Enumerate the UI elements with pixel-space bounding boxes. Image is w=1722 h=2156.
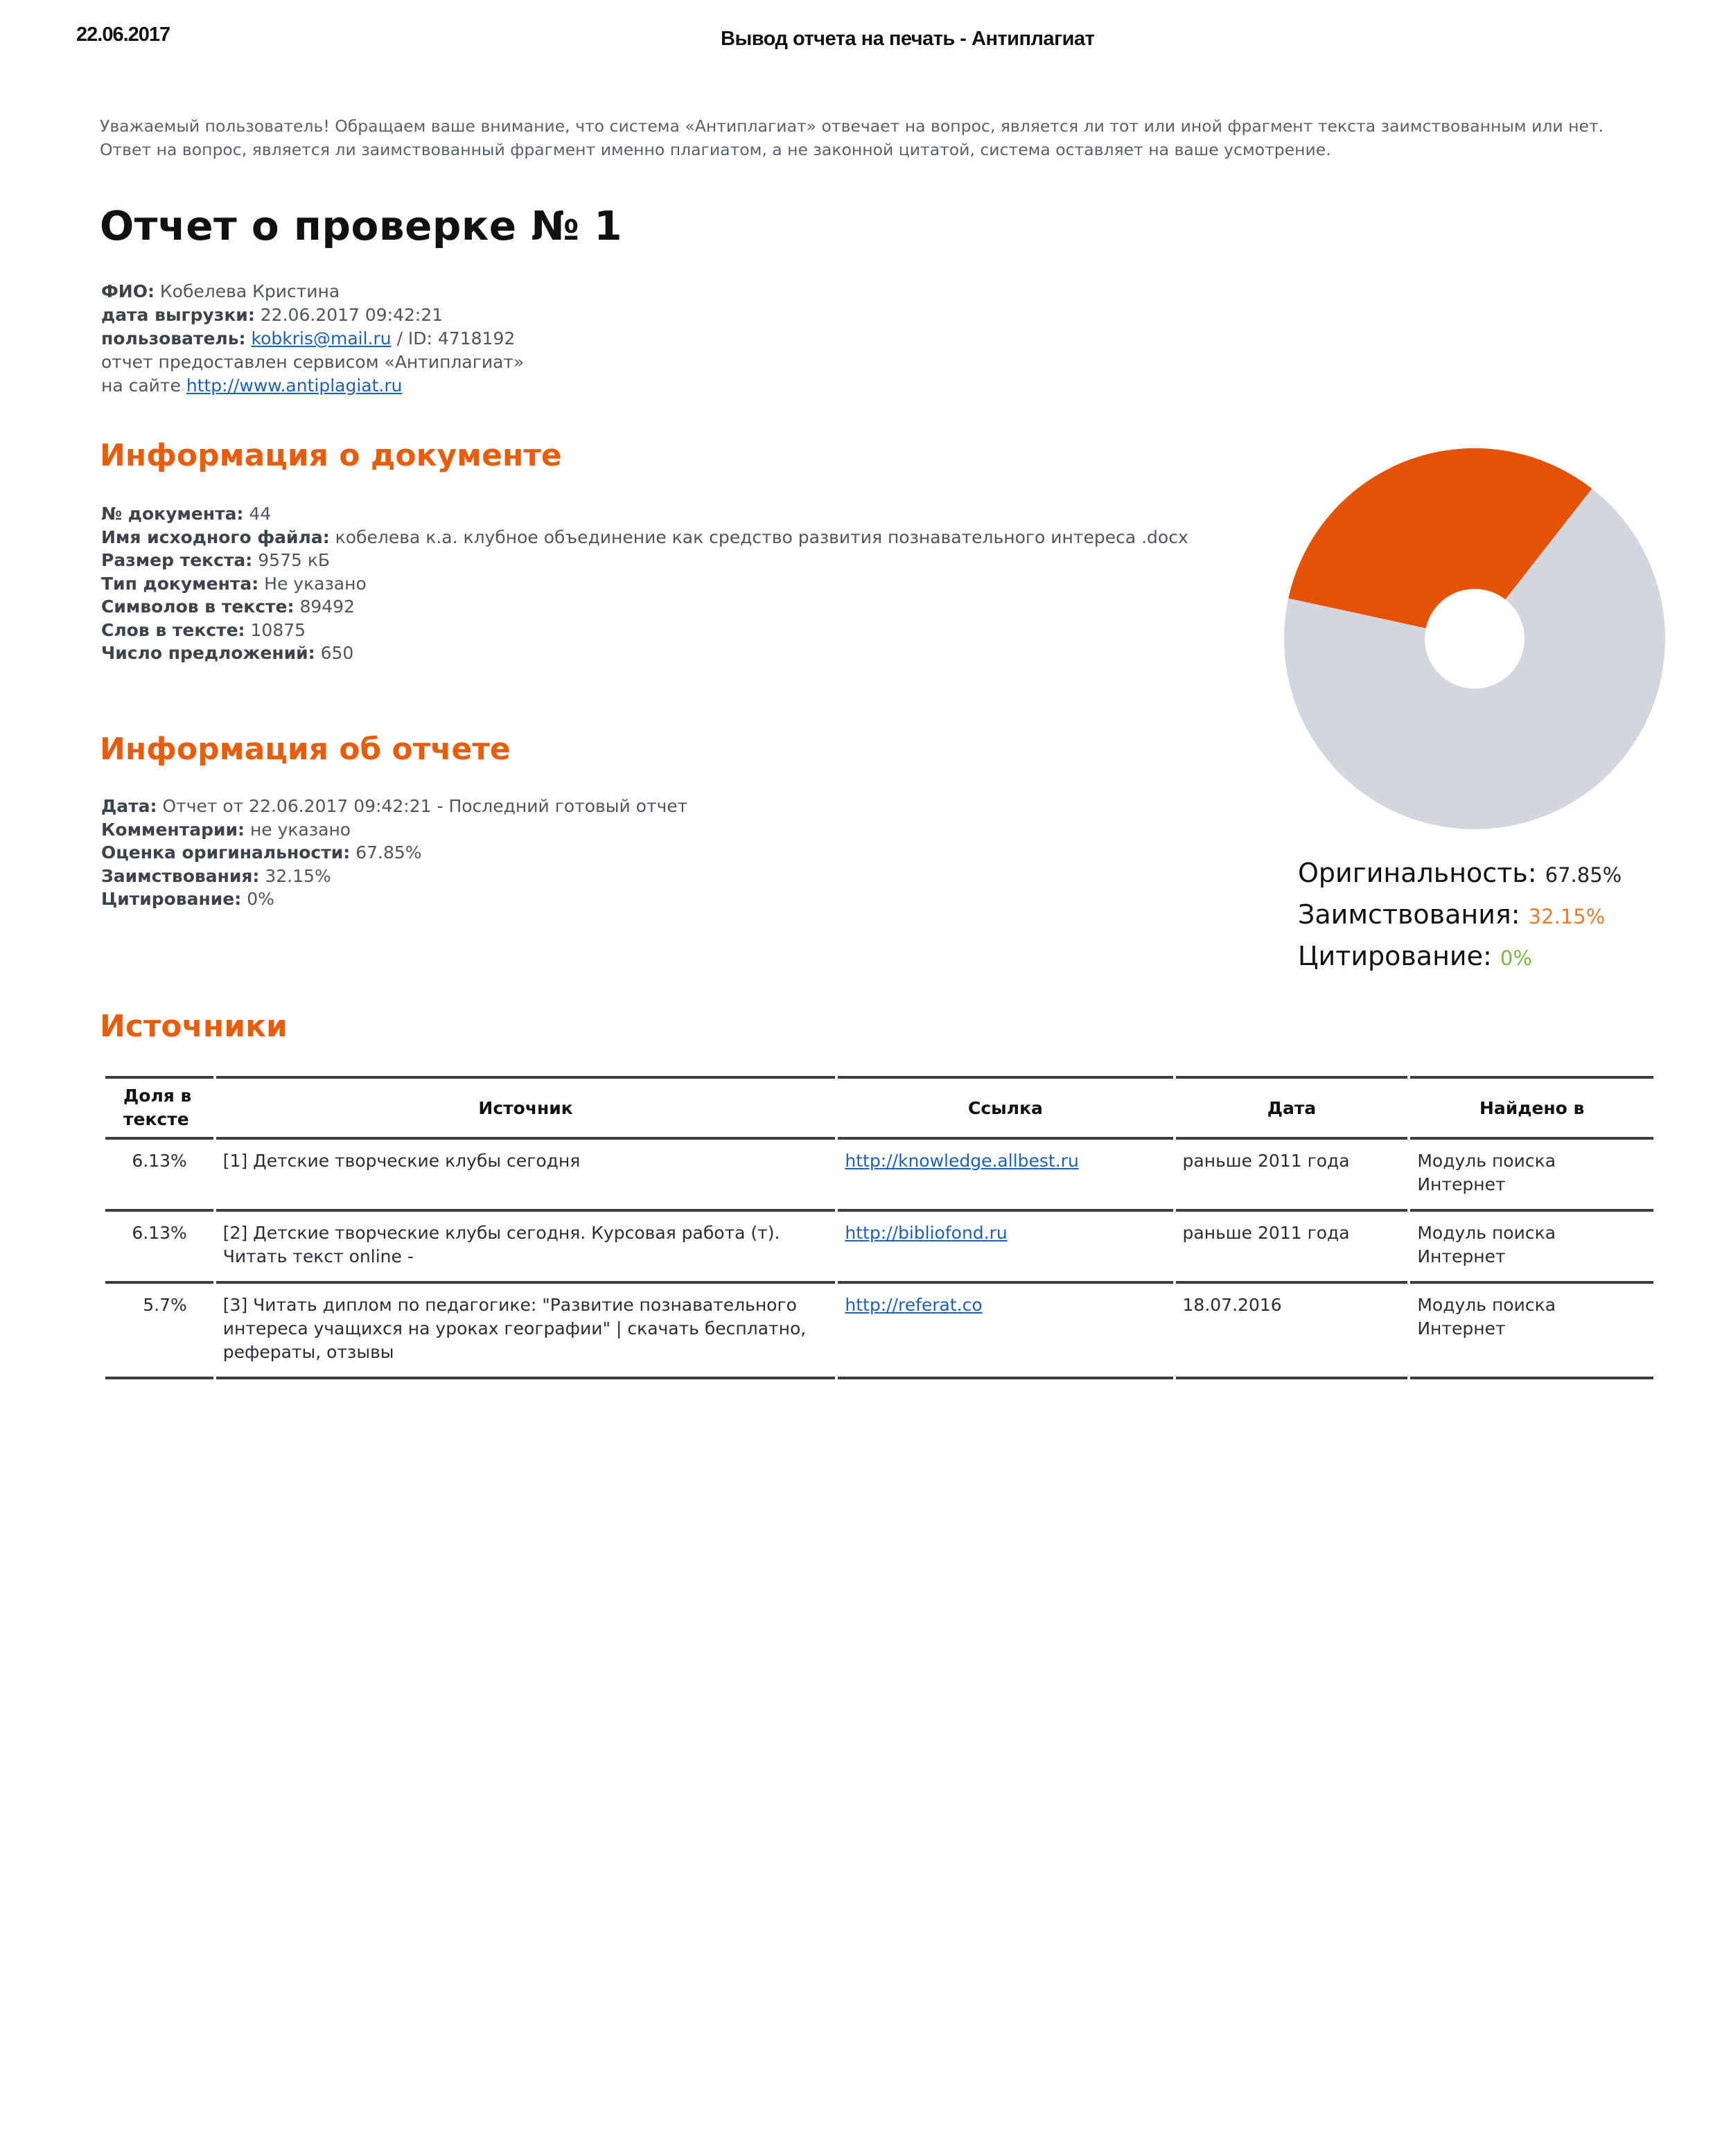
notice-text: Уважаемый пользователь! Обращаем ваше внимание, что система «Антиплагиат» отвечает на вопрос, является ли тот или иной фрагмент текста заимствованным или нет. Ответ на вопрос, является ли заимствованный фрагмент именно плагиатом, а не законной цитатой, система оставляет на ваше усмотрение.	[100, 116, 1604, 159]
legend-originality-value: 67.85%	[1545, 863, 1622, 887]
found-in-line2: Интернет	[1417, 1246, 1506, 1266]
meta-user-label: пользователь:	[101, 328, 246, 348]
report-info-value: Отчет от 22.06.2017 09:42:21 - Последний готовый отчет	[162, 796, 688, 816]
document-info-value: 650	[320, 643, 354, 663]
legend-borrowing-value: 32.15%	[1528, 905, 1606, 928]
meta-export-label: дата выгрузки:	[101, 305, 255, 325]
source-date: раньше 2011 года	[1176, 1137, 1408, 1209]
col-header-found-in: Найдено в	[1410, 1076, 1653, 1137]
report-info-row	[101, 887, 1238, 911]
antiplagiat-site-link[interactable]: http://www.antiplagiat.ru	[186, 375, 403, 396]
source-link[interactable]: http://knowledge.allbest.ru	[845, 1151, 1079, 1171]
document-info-label: № документа:	[101, 504, 244, 524]
legend-originality	[1298, 854, 1622, 895]
meta-site	[101, 374, 524, 398]
report-info-label: Оценка оригинальности:	[101, 842, 351, 863]
report-info-value: 0%	[247, 889, 274, 909]
document-info-label: Размер текста:	[101, 550, 253, 570]
report-info-value: 67.85%	[355, 842, 422, 863]
document-info-value: 10875	[250, 619, 306, 640]
source-link[interactable]: http://bibliofond.ru	[845, 1223, 1008, 1243]
report-info-value: не указано	[249, 819, 351, 840]
source-link-cell	[838, 1281, 1172, 1379]
source-date: 18.07.2016	[1176, 1281, 1408, 1379]
report-info-label: Заимствования:	[101, 865, 260, 886]
source-title: [2] Детские творческие клубы сегодня. Курсовая работа (т). Читать текст online -	[216, 1209, 836, 1281]
source-title: [1] Детские творческие клубы сегодня	[216, 1137, 836, 1209]
found-in-line1: Модуль поиска	[1417, 1295, 1556, 1315]
document-info-label: Тип документа:	[101, 573, 259, 594]
sources-table	[103, 1076, 1656, 1379]
document-info-value: Не указано	[264, 573, 367, 594]
document-info-row	[101, 549, 1231, 572]
report-info-value: 32.15%	[265, 865, 331, 886]
found-in-line1: Модуль поиска	[1417, 1223, 1556, 1243]
document-info-label: Имя исходного файла:	[101, 527, 330, 547]
meta-provided-by: отчет предоставлен сервисом «Антиплагиат»	[101, 352, 525, 372]
source-found-in	[1410, 1281, 1653, 1379]
sources-heading: Источники	[100, 1009, 288, 1044]
document-info-value: 9575 кБ	[258, 550, 331, 570]
print-date: 22.06.2017	[76, 24, 170, 46]
found-in-line1: Модуль поиска	[1417, 1151, 1556, 1171]
meta-fio-value: Кобелева Кристина	[159, 281, 340, 301]
col-header-date: Дата	[1176, 1076, 1408, 1137]
report-meta	[101, 280, 524, 398]
chart-legend	[1298, 854, 1622, 978]
report-title: Отчет о проверке № 1	[100, 202, 623, 249]
report-info-heading: Информация об отчете	[100, 732, 511, 767]
col-header-source: Источник	[216, 1076, 836, 1137]
document-info-value: кобелева к.а. клубное объединение как средство развития познавательного интереса .docx	[335, 527, 1188, 547]
document-info-label: Число предложений:	[101, 643, 315, 663]
found-in-line2: Интернет	[1417, 1318, 1506, 1338]
meta-fio-label: ФИО:	[101, 281, 155, 301]
source-share: 6.13%	[105, 1209, 213, 1281]
legend-citation-label: Цитирование:	[1298, 941, 1492, 971]
report-info-label: Дата:	[101, 796, 157, 816]
document-info-label: Символов в тексте:	[101, 597, 295, 617]
document-info-row	[101, 619, 1231, 642]
document-info-label: Слов в тексте:	[101, 619, 245, 640]
sources-table-header	[105, 1076, 1653, 1137]
report-info-list	[101, 795, 1238, 911]
report-info-label: Цитирование:	[101, 889, 242, 909]
report-info-row	[101, 818, 1238, 842]
meta-site-prefix: на сайте	[101, 375, 181, 396]
document-info-heading: Информация о документе	[100, 438, 562, 473]
report-info-row	[101, 865, 1238, 888]
document-info-list	[101, 502, 1231, 665]
document-info-row	[101, 526, 1231, 549]
print-page-title: Вывод отчета на печать - Антиплагиат	[721, 28, 1095, 50]
table-row	[105, 1137, 1653, 1209]
legend-borrowing	[1298, 895, 1622, 937]
legend-citation-value: 0%	[1500, 946, 1532, 970]
document-info-value: 44	[249, 504, 272, 524]
meta-fio	[101, 280, 524, 303]
report-info-row	[101, 795, 1238, 818]
col-header-link: Ссылка	[838, 1076, 1172, 1137]
meta-user	[101, 327, 524, 351]
col-header-share-line2: тексте	[123, 1109, 189, 1129]
meta-export-value: 22.06.2017 09:42:21	[260, 305, 443, 325]
user-email-link[interactable]: kobkris@mail.ru	[251, 328, 392, 348]
report-info-label: Комментарии:	[101, 819, 245, 840]
source-link[interactable]: http://referat.co	[845, 1295, 983, 1315]
source-share: 5.7%	[105, 1281, 213, 1379]
document-info-row	[101, 502, 1231, 526]
col-header-share	[105, 1076, 213, 1137]
document-info-row	[101, 572, 1231, 596]
table-row	[105, 1281, 1653, 1379]
table-row	[105, 1209, 1653, 1281]
document-info-value: 89492	[299, 597, 355, 617]
originality-donut-chart	[1275, 443, 1677, 831]
meta-user-id: / ID: 4718192	[396, 328, 516, 348]
report-info-row	[101, 841, 1238, 865]
document-info-row	[101, 595, 1231, 619]
source-link-cell	[838, 1209, 1172, 1281]
col-header-share-line1: Доля в	[123, 1086, 192, 1106]
source-link-cell	[838, 1137, 1172, 1209]
legend-borrowing-label: Заимствования:	[1298, 899, 1520, 930]
source-share: 6.13%	[105, 1137, 213, 1209]
legend-citation	[1298, 937, 1622, 978]
source-found-in	[1410, 1209, 1653, 1281]
meta-export	[101, 303, 524, 327]
document-info-row	[101, 642, 1231, 665]
source-title: [3] Читать диплом по педагогике: "Развитие познавательного интереса учащихся на уроках географии" | скачать бесплатно, рефераты, отзывы	[216, 1281, 836, 1379]
legend-originality-label: Оригинальность:	[1298, 858, 1537, 888]
source-found-in	[1410, 1137, 1653, 1209]
source-date: раньше 2011 года	[1176, 1209, 1408, 1281]
found-in-line2: Интернет	[1417, 1174, 1506, 1194]
